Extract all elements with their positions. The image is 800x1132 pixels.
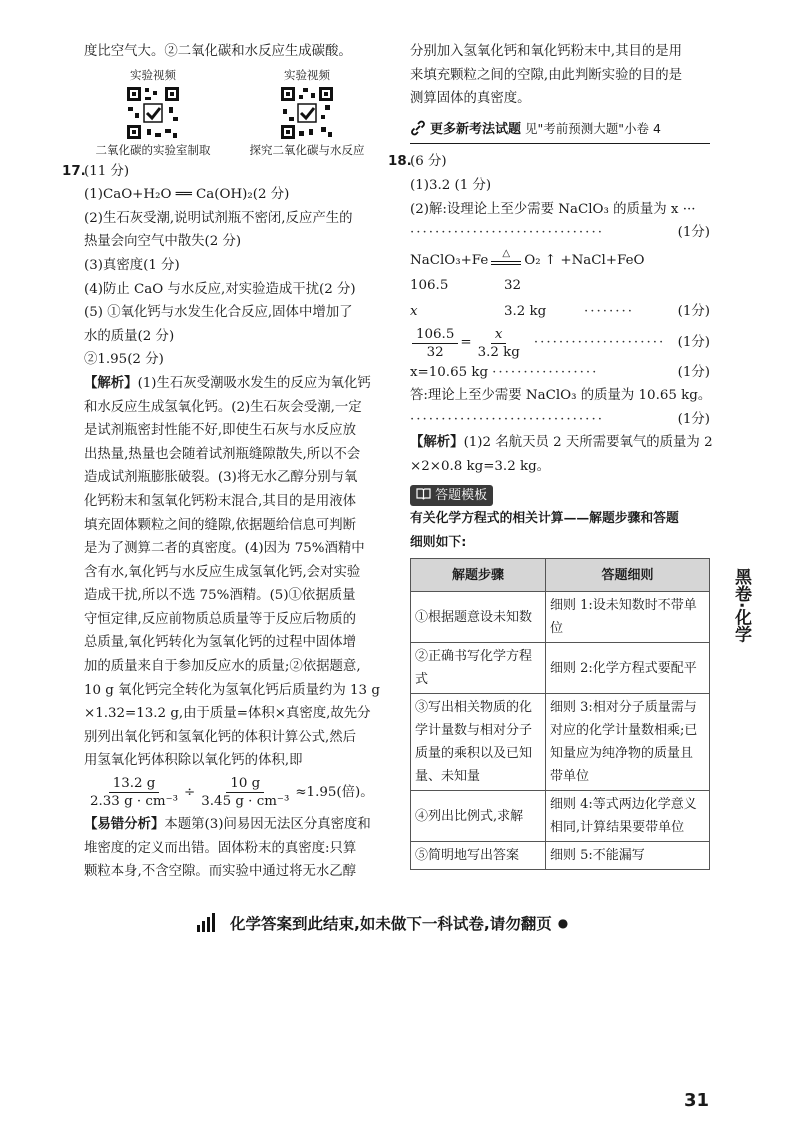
error-line: 颗粒本身,不含空隙。而实验中通过将无水乙醇 — [84, 864, 357, 880]
template-label: 答题模板 — [435, 487, 488, 503]
analysis-line: 和水反应生成氢氧化钙。(2)生石灰会受潮,一定 — [84, 399, 362, 415]
analysis-line: ×1.32=13.2 g,由于质量=体积×真密度,故先分 — [84, 706, 371, 722]
analysis-line-r1: ×2×0.8 kg=3.2 kg。 — [410, 458, 551, 474]
link-icon — [410, 121, 426, 135]
analysis-line: 10 g 氧化钙完全转化为氢氧化钙后质量约为 13 g — [84, 682, 380, 698]
known-row: x 3.2 kg ········ (1分) — [410, 300, 710, 324]
table-cell: 细则 4:等式两边化学意义相同,计算结果要带单位 — [546, 791, 710, 842]
intro-line: 度比空气大。②二氧化碳和水反应生成碳酸。 — [84, 44, 352, 59]
ratio-result: ≈1.95(倍)。 — [295, 785, 374, 801]
more-ref: 见"考前预测大题"小卷 4 — [524, 120, 661, 136]
right-column — [388, 40, 713, 870]
book-icon — [416, 488, 431, 500]
table-row — [411, 842, 710, 870]
point-label: (1分) — [677, 225, 710, 241]
q17-part5a: (5) ①氧化钙与水发生化合反应,固体中增加了 — [84, 305, 353, 321]
table-cell: 细则 1:设未知数时不带单位 — [546, 592, 710, 643]
known-o2: 3.2 kg — [504, 303, 547, 319]
q18-header — [388, 150, 710, 174]
error-tag: 【易错分析】 — [84, 817, 165, 833]
q18-part1: (1)3.2 (1 分) — [410, 177, 492, 193]
page-number: 31 — [684, 1090, 710, 1111]
q17-part1: (1)CaO+H₂O ══ Ca(OH)₂(2 分) — [84, 187, 290, 203]
q18-part2: (2)解:设理论上至少需要 NaClO₃ 的质量为 x ··· — [410, 201, 696, 217]
qr-block-1[interactable] — [88, 68, 218, 158]
point-label: (1分) — [677, 411, 710, 427]
table-cell: 细则 5:不能漏写 — [546, 842, 710, 870]
analysis-line-0: 【解析】(1)生石灰受潮吸水发生的反应为氧化钙 — [84, 375, 371, 391]
error-line: 堆密度的定义而出错。固体粉末的真密度:只算 — [84, 840, 357, 856]
qr-bottom-label-1: 二氧化碳的实验室制取 — [95, 142, 211, 157]
analysis-line: 造成试剂瓶膨胀破裂。(3)将无水乙醇分别与氧 — [84, 470, 358, 486]
fraction-mass: $\frac{106.5}{32}$ — [412, 326, 458, 361]
end-note — [196, 912, 616, 934]
q17-part5b: 水的质量(2 分) — [84, 328, 175, 344]
mass-o2: 32 — [504, 278, 522, 294]
analysis-line: 出热量,热量也会随着试剂瓶缝隙散失,所以不会 — [84, 446, 361, 462]
analysis-line: 填充固体颗粒之间的缝隙,依据题给信息可判断 — [84, 517, 357, 533]
fraction-caoh2: $\frac{13.2 g}{\text{2.33 g · cm⁻³}}$ — [90, 776, 179, 810]
chemical-equation — [410, 249, 710, 273]
table-cell: ④列出比例式,求解 — [411, 791, 546, 842]
point-label: (1分) — [677, 335, 710, 351]
table-row — [411, 643, 710, 694]
template-header — [410, 479, 710, 508]
qr-top-label-1: 实验视频 — [130, 67, 176, 82]
fraction-cao: $\frac{10 g}{\text{3.45 g · cm⁻³}}$ — [201, 776, 290, 810]
steps-table — [410, 558, 710, 870]
ratio-formula — [84, 775, 376, 811]
solve-x: x=10.65 kg — [410, 364, 489, 380]
qr-code-icon[interactable] — [279, 85, 335, 141]
q17-part5c: ②1.95(2 分) — [84, 352, 164, 368]
q17-part2a: (2)生石灰受潮,说明试剂瓶不密闭,反应产生的 — [84, 210, 353, 226]
analysis-tag: 【解析】 — [84, 375, 138, 391]
table-row — [411, 791, 710, 842]
table-cell: ③写出相关物质的化学计量数与相对分子质量的乘积以及已知量、未知量 — [411, 694, 546, 791]
analysis-tag: 【解析】 — [410, 435, 464, 451]
analysis-line: 守恒定律,反应前物质总质量等于反应后物质的 — [84, 611, 357, 627]
analysis-line: 造成干扰,所以不选 75%酒精。(5)①依据质量 — [84, 588, 356, 604]
unknown-x: x — [410, 303, 418, 319]
analysis-line: 加的质量来自于参加反应水的质量;②依据题意, — [84, 659, 361, 675]
analysis-line: 是为了测算二者的真密度。(4)因为 75%酒精中 — [84, 541, 365, 557]
error-line-0: 【易错分析】本题第(3)问易因无法区分真密度和 — [84, 817, 371, 833]
table-cell: 细则 2:化学方程式要配平 — [546, 643, 710, 694]
q17-header — [62, 160, 376, 184]
table-cell: 细则 3:相对分子质量需与对应的化学计量数相乘;已知量应为纯净物的质量且带单位 — [546, 694, 710, 791]
q17-part4: (4)防止 CaO 与水反应,对实验造成干扰(2 分) — [84, 281, 356, 297]
side-tab: 黑卷·化学 — [731, 568, 751, 643]
analysis-line: 含有水,氧化钙与水反应生成氢氧化钙,会对实验 — [84, 564, 361, 580]
analysis-line: 别列出氧化钙和氢氧化钙的体积计算公式,然后 — [84, 729, 357, 745]
divide-sign: ÷ — [184, 785, 196, 801]
analysis-line: 化钙粉末和氢氧化钙粉末混合,其目的是用液体 — [84, 493, 357, 509]
fraction-value: $\frac{x}{3.2 kg}$ — [477, 326, 520, 360]
more-questions-link[interactable] — [410, 117, 710, 145]
q17-score: (11 分) — [84, 163, 130, 179]
template-title-b: 细则如下: — [410, 534, 467, 550]
eq-right: O₂ ↑ +NaCl+FeO — [524, 252, 645, 268]
template-badge — [410, 485, 493, 506]
q18-score: (6 分) — [410, 154, 447, 170]
table-header-row — [411, 559, 710, 592]
mass-naclo3: 106.5 — [410, 278, 449, 294]
qr-top-label-2: 实验视频 — [284, 67, 330, 82]
dot-mark: ● — [557, 916, 569, 930]
qr-block-2[interactable] — [242, 68, 372, 158]
table-cell: ①根据题意设未知数 — [411, 592, 546, 643]
q17-number: 17. — [62, 163, 86, 179]
cont-line: 测算固体的真密度。 — [410, 91, 531, 107]
table-cell: ⑤简明地写出答案 — [411, 842, 546, 870]
point-line-2: ······························· (1分) — [410, 408, 710, 432]
qr-code-icon[interactable] — [125, 85, 181, 141]
table-header: 答题细则 — [546, 559, 710, 592]
q17-part2b: 热量会向空气中散失(2 分) — [84, 234, 242, 250]
point-line-1: ······························· (1分) — [410, 221, 710, 245]
mass-row — [410, 274, 710, 298]
analysis-line: 是试剂瓶密封性能不好,即使生石灰与水反应放 — [84, 423, 357, 439]
table-row — [411, 694, 710, 791]
cont-line: 分别加入氢氧化钙和氧化钙粉末中,其目的是用 — [410, 44, 683, 59]
end-note-text: 化学答案到此结束,如未做下一科试卷,请勿翻页 — [230, 915, 552, 933]
equals-sign: = — [460, 335, 472, 351]
answer-line: 答:理论上至少需要 NaClO₃ 的质量为 10.65 kg。 — [410, 388, 712, 404]
eq-left: NaClO₃+Fe — [410, 252, 489, 268]
q18-number: 18. — [388, 154, 412, 170]
qr-row — [84, 68, 376, 158]
eq-arrow — [491, 249, 521, 273]
proportion-row: $\frac{106.5}{32}$ = $\frac{x}{3.2 kg}$ ····················· (1分) — [410, 326, 710, 361]
analysis-line: 用氢氧化钙体积除以氧化钙的体积,即 — [84, 753, 303, 769]
point-label: (1分) — [677, 303, 710, 319]
left-column — [62, 40, 380, 884]
template-title-a: 有关化学方程式的相关计算——解题步骤和答题 — [410, 511, 679, 527]
cont-line: 来填充颗粒之间的空隙,由此判断实验的目的是 — [410, 67, 683, 83]
more-label: 更多新考法试题 — [429, 121, 521, 137]
heat-triangle: △ — [502, 247, 511, 259]
analysis-line: 总质量,氧化钙转化为氢氧化钙的过程中固体增 — [84, 635, 357, 651]
bars-icon — [196, 913, 216, 933]
table-row — [411, 592, 710, 643]
qr-bottom-label-2: 探究二氧化碳与水反应 — [249, 142, 365, 157]
table-header: 解题步骤 — [411, 559, 546, 592]
table-cell: ②正确书写化学方程式 — [411, 643, 546, 694]
analysis-line-r0: 【解析】(1)2 名航天员 2 天所需要氧气的质量为 2 — [410, 435, 713, 451]
point-label: (1分) — [677, 364, 710, 380]
solve-row: x=10.65 kg ················· (1分) — [410, 361, 710, 385]
q17-part3: (3)真密度(1 分) — [84, 257, 180, 273]
